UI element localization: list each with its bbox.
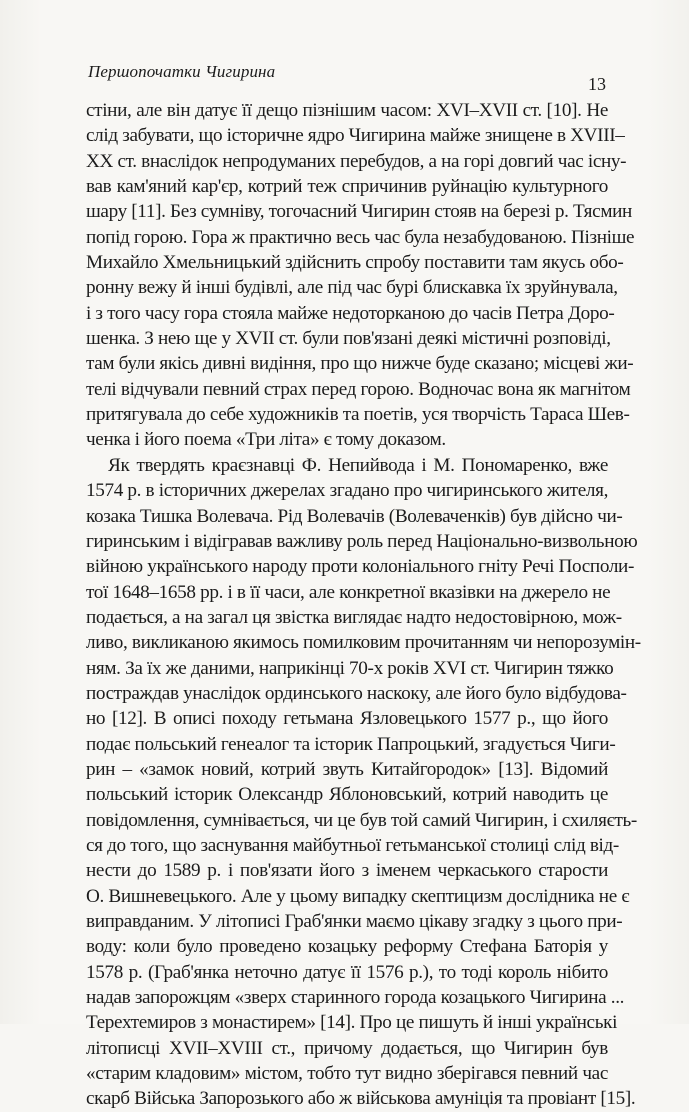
text-line: Михайло Хмельницький здійснить спробу поставити там якусь обо-: [86, 252, 624, 274]
text-line: гиринським і відігравав важливу роль перед Національно-визвольною: [86, 530, 638, 552]
paragraph-start-line: Як твердять краєзнавці Ф. Непийвода і М. Пономаренко, вже: [108, 454, 608, 476]
text-line: стіни, але він датує її дещо пізнішим часом: XVI–XVII ст. [10]. Не: [86, 100, 608, 121]
text-line: повідомлення, сумнівається, чи це був той самий Чигирин, і схиляєть-: [86, 809, 637, 831]
text-line: Терехтемиров з монастирем» [14]. Про це пишуть й інші українські: [86, 1012, 618, 1034]
text-line: «старим кладовим» містом, тобто тут видно зберігався певний час: [86, 1063, 608, 1085]
text-line: вав кам'яний кар'єр, котрий теж спричинив руйнацію культурного: [86, 176, 608, 198]
text-line: воду: коли було проведено козацьку реформу Стефана Баторія у: [86, 936, 608, 958]
text-line: телі відчували певний страх перед горою. Водночас вона як магнітом: [86, 378, 631, 400]
text-line: ливо, викликаною якимось помилковим прочитанням чи непорозумін-: [86, 632, 641, 654]
text-line: літописці XVII–XVIII ст., причому додається, що Чигирин був: [86, 1037, 608, 1059]
text-line: ронну вежу й інші будівлі, але під час бурі блискавка їх зруйнувала,: [86, 277, 618, 299]
text-line: надав запорожцям «зверх старинного города козацького Чигирина ...: [86, 987, 625, 1009]
text-line: попід горою. Гора ж практично весь час була незабудованою. Пізніше: [86, 226, 635, 248]
body-text: [86, 98, 641, 1112]
text-line: нести до 1589 р. і пов'язати його з іменем черкаського старости: [86, 860, 608, 882]
text-line: польський історик Олександр Яблоновський, котрий наводить це: [86, 784, 608, 806]
text-line: виправданим. У літописі Граб'янки маємо цікаву згадку з цього при-: [86, 911, 623, 932]
text-line: тої 1648–1658 рр. і в її часи, але конкретної вказівки на джерело не: [86, 581, 611, 603]
text-line: О. Вишневецького. Але у цьому випадку скептицизм дослідника не є: [86, 885, 630, 907]
text-line: подається, а на загал ця звістка виглядає надто недостовірною, мож-: [86, 606, 622, 628]
text-line: но [12]. В описі походу гетьмана Язловецького 1577 р., що його: [86, 708, 608, 730]
running-title: Першопочатки Чигирина: [88, 62, 276, 81]
text-line: ням. За їх же даними, наприкінці 70-х років XVI ст. Чигирин тяжко: [86, 657, 614, 679]
text-line: 1574 р. в історичних джерелах згадано про чигиринського жителя,: [86, 480, 609, 502]
text-line: шенка. З нею ще у XVII ст. були пов'язані деякі містичні розповіді,: [86, 328, 611, 350]
text-line: і з того часу гора стояла майже недоторканою до часів Петра Доро-: [86, 302, 615, 324]
text-line: XX ст. внаслідок непродуманих перебудов, а на горі довгий час існу-: [86, 150, 627, 172]
text-line: притягувала до себе художників та поетів, уся творчість Тараса Шев-: [86, 404, 630, 426]
text-line: там були якісь дивні видіння, про що нижче буде сказано; місцеві жи-: [86, 353, 634, 375]
text-line: 1578 р. (Граб'янка неточно датує її 1576 р.), то тоді король нібито: [86, 961, 608, 983]
text-line: війною українського народу проти колоніального гніту Речі Посполи-: [86, 556, 635, 578]
text-line: шару [11]. Без сумніву, тогочасний Чигирин стояв на березі р. Тясмин: [86, 201, 632, 223]
paragraph-end-line: ченка і його поема «Три літа» є тому доказом.: [86, 429, 446, 451]
text-line: слід забувати, що історичне ядро Чигирина майже знищене в XVIII–: [86, 125, 625, 147]
text-line: козака Тишка Волевача. Рід Волевачів (Волеваченків) був дійсно чи-: [86, 505, 623, 527]
text-line: постраждав унаслідок ординського наскоку, але його було відбудова-: [86, 682, 627, 704]
text-line: подає польський генеалог та історик Папроцький, згадується Чиги-: [86, 733, 616, 755]
paragraph-end-line: скарб Війська Запорозького або ж військова амуніція та провіант [15].: [86, 1088, 636, 1110]
page-number: 13: [588, 74, 606, 94]
text-line: рин – «замок новий, котрий звуть Китайгородок» [13]. Відомий: [86, 758, 608, 780]
text-line: ся до того, що заснування майбутньої гетьманської столиці слід від-: [86, 834, 619, 856]
